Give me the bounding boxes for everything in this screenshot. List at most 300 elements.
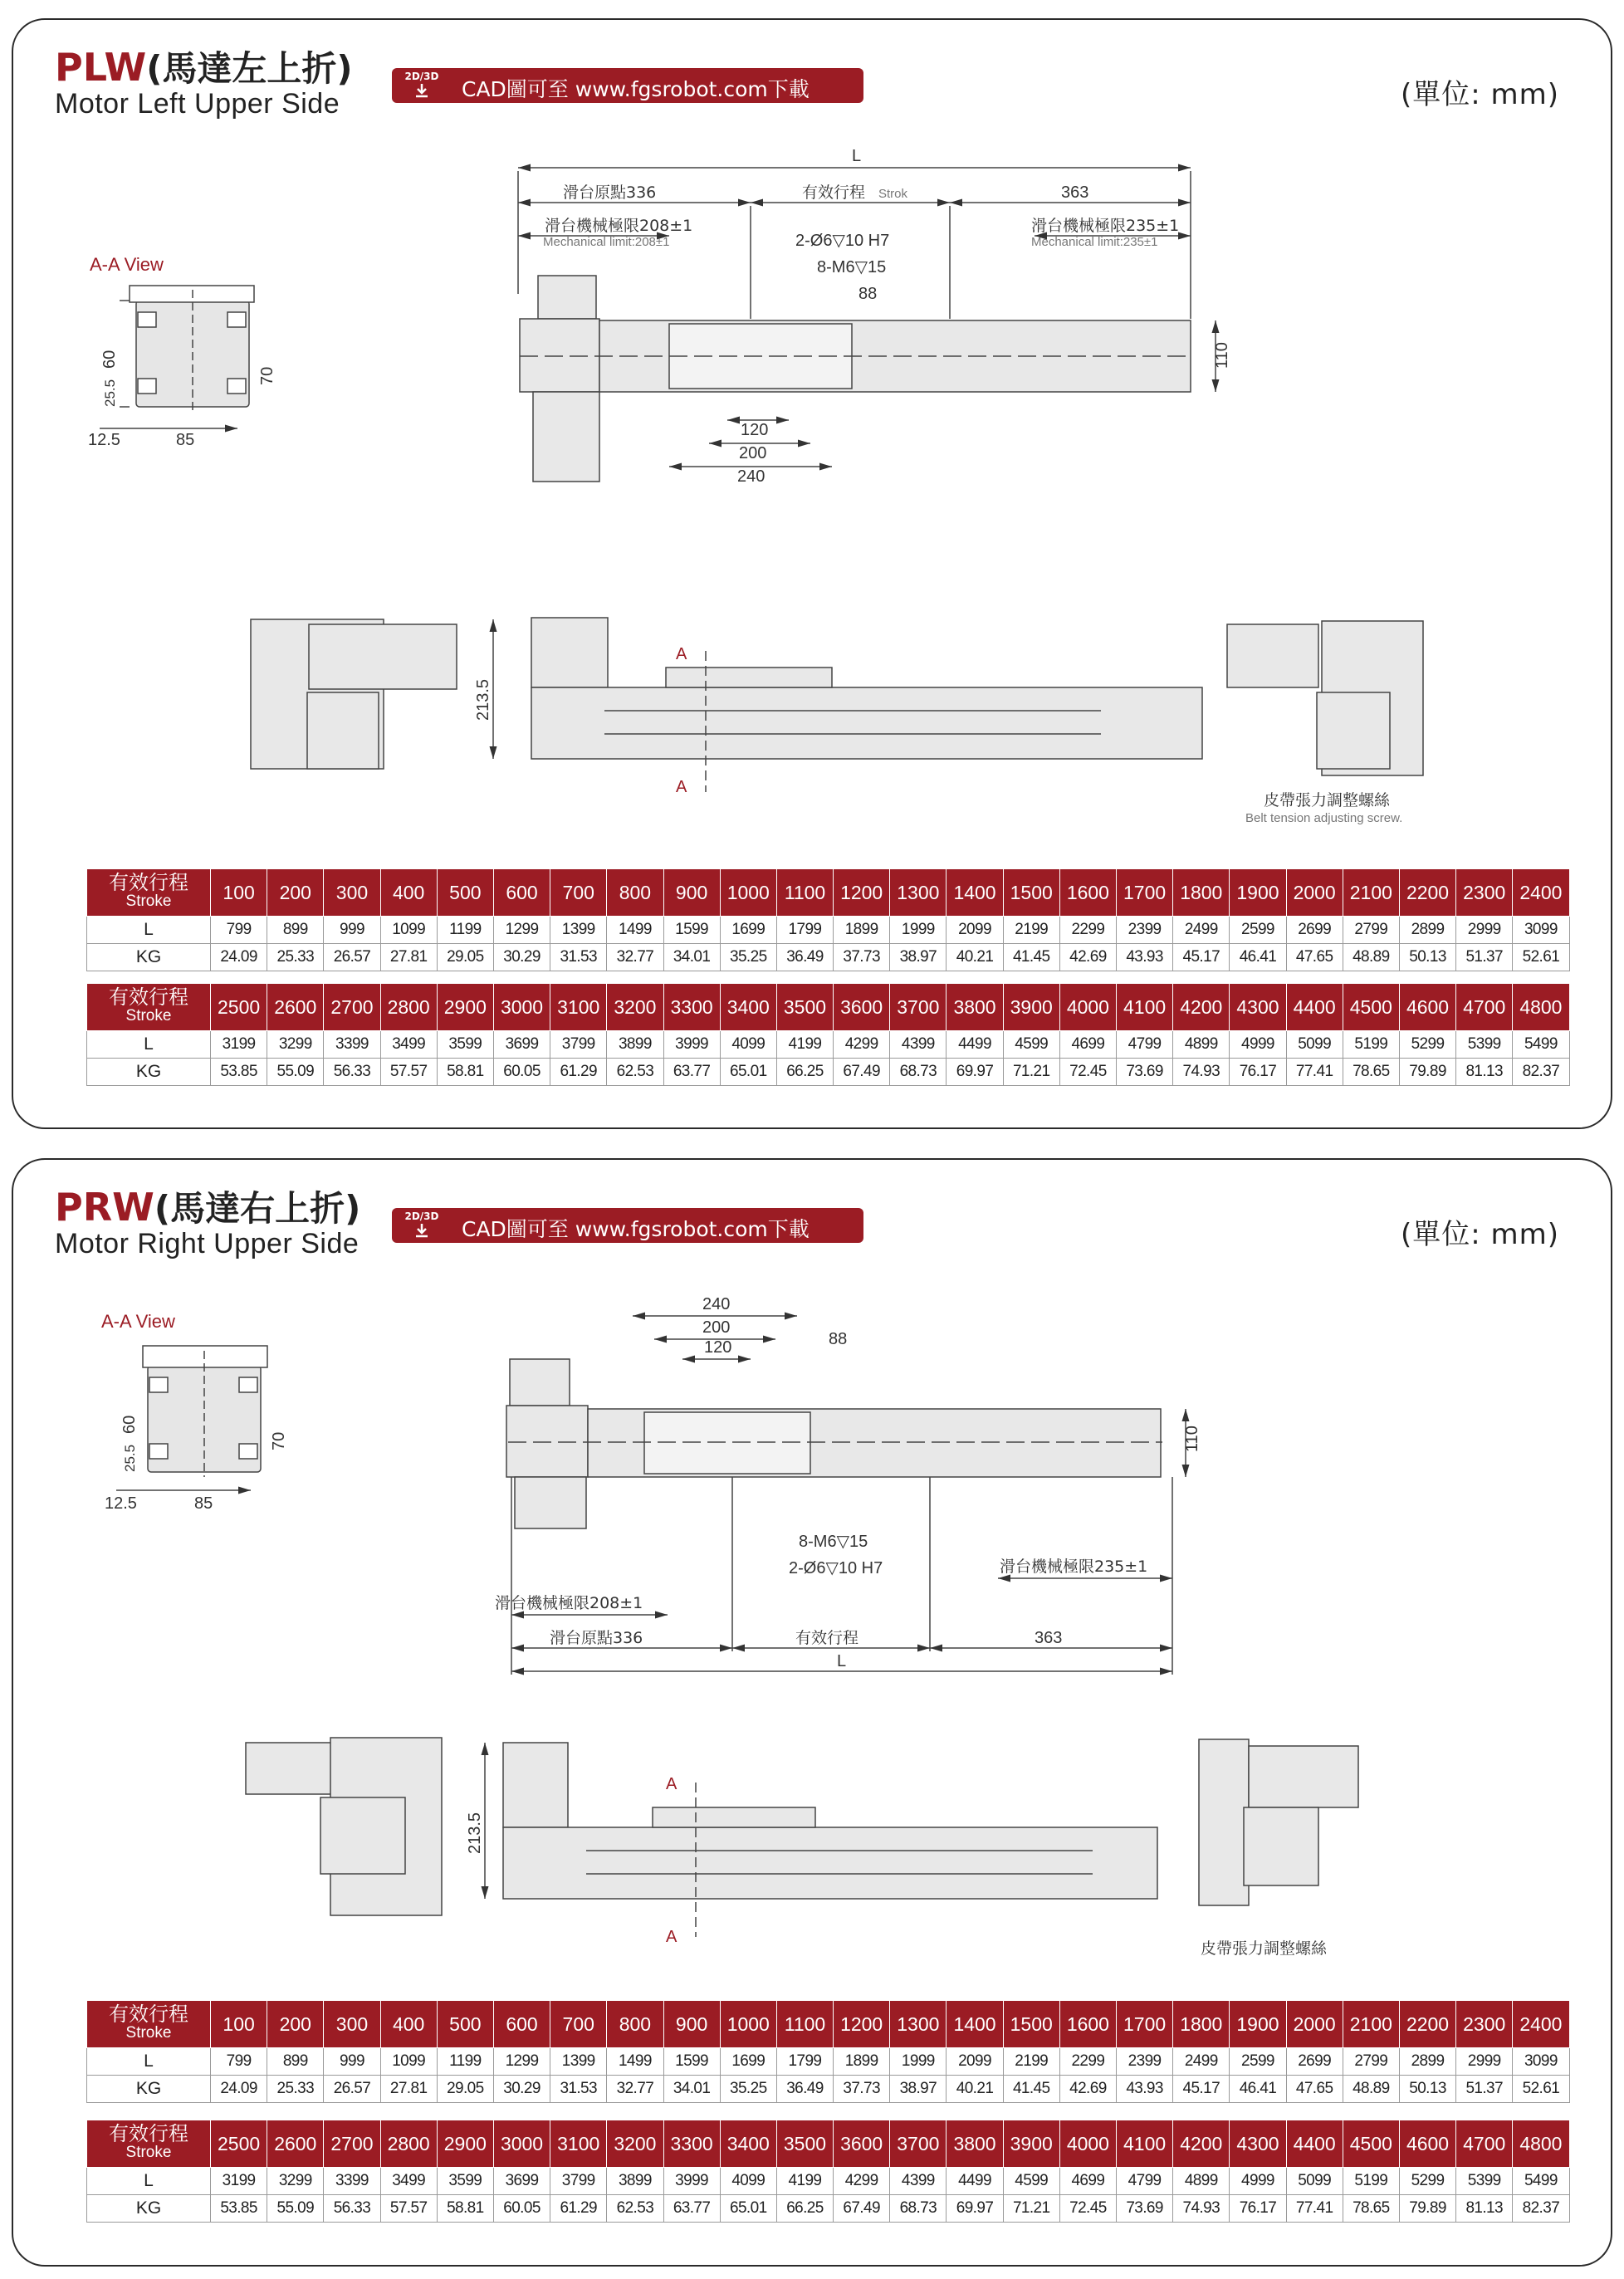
length-value: 3499	[380, 1031, 437, 1059]
model-code: PRW	[55, 1185, 154, 1230]
length-value: 2799	[1343, 917, 1399, 944]
stroke-value: 3300	[663, 2120, 720, 2168]
length-value: 4799	[1117, 1031, 1173, 1059]
length-value: 2899	[1399, 2048, 1455, 2076]
weight-label: KG	[87, 1059, 211, 1086]
section-mark-a-top: A	[666, 1775, 677, 1793]
stroke-value: 1400	[947, 2001, 1003, 2048]
length-value: 2299	[1059, 2048, 1116, 2076]
weight-value: 56.33	[324, 1059, 380, 1086]
weight-value: 31.53	[550, 944, 607, 971]
stroke-value: 3300	[663, 984, 720, 1031]
stroke-value: 2700	[324, 2120, 380, 2168]
length-value: 5399	[1456, 2168, 1513, 2195]
weight-value: 61.29	[550, 2195, 607, 2223]
dim-240: 240	[737, 467, 766, 486]
model-code: PLW	[55, 45, 147, 90]
cad-download-banner[interactable]	[392, 68, 863, 103]
weight-value: 58.81	[437, 1059, 493, 1086]
stroke-value: 4700	[1456, 2120, 1513, 2168]
stroke-value: 3700	[890, 2120, 947, 2168]
stroke-value: 3200	[607, 2120, 663, 2168]
length-value: 2899	[1399, 917, 1455, 944]
aa-dim-60: 60	[120, 1415, 139, 1434]
length-value: 2699	[1286, 917, 1343, 944]
stroke-value: 4100	[1117, 2120, 1173, 2168]
aa-dim-60: 60	[100, 350, 119, 369]
length-value: 4599	[1003, 2168, 1059, 2195]
stroke-value: 200	[267, 2001, 324, 2048]
stroke-value: 4700	[1456, 984, 1513, 1031]
dim-holes: 2-Ø6▽10 H7	[795, 232, 890, 250]
length-value: 799	[211, 917, 267, 944]
plw-drawing	[13, 120, 1611, 966]
weight-value: 55.09	[267, 2195, 324, 2223]
weight-value: 25.33	[267, 944, 324, 971]
length-value: 5199	[1343, 1031, 1399, 1059]
weight-value: 27.81	[380, 2076, 437, 2103]
aa-dim-25-5: 25.5	[102, 379, 118, 407]
length-value: 5299	[1399, 1031, 1455, 1059]
weight-value: 79.89	[1399, 1059, 1455, 1086]
weight-value: 60.05	[493, 2195, 550, 2223]
length-value: 4099	[720, 2168, 776, 2195]
length-value: 1999	[890, 917, 947, 944]
length-label: L	[87, 2048, 211, 2076]
weight-value: 32.77	[607, 2076, 663, 2103]
weight-value: 48.89	[1343, 944, 1399, 971]
model-cn: (馬達右上折)	[154, 1188, 361, 1229]
weight-value: 56.33	[324, 2195, 380, 2223]
weight-value: 35.25	[720, 2076, 776, 2103]
length-value: 899	[267, 917, 324, 944]
length-value: 3899	[607, 1031, 663, 1059]
aa-view-bottom	[101, 1311, 288, 1513]
dim-mech-left: 滑台機械極限208±1	[495, 1594, 643, 1612]
weight-value: 29.05	[437, 2076, 493, 2103]
length-value: 2099	[947, 917, 1003, 944]
weight-value: 76.17	[1230, 2195, 1286, 2223]
dim-stroke-en: Strok	[878, 187, 908, 201]
weight-value: 50.13	[1399, 2076, 1455, 2103]
dim-213-5: 213.5	[466, 1812, 484, 1854]
stroke-value: 1900	[1230, 2001, 1286, 2048]
aa-dim-12-5: 12.5	[105, 1494, 137, 1513]
weight-value: 27.81	[380, 944, 437, 971]
dim-origin: 滑台原點336	[550, 1629, 643, 1647]
length-value: 2199	[1003, 2048, 1059, 2076]
weight-value: 67.49	[834, 2195, 890, 2223]
model-subtitle: Motor Left Upper Side	[55, 88, 340, 120]
aa-view-label: A-A View	[101, 1311, 175, 1332]
length-value: 3799	[550, 1031, 607, 1059]
weight-value: 78.65	[1343, 2195, 1399, 2223]
weight-value: 50.13	[1399, 944, 1455, 971]
dim-mech-right-en: Mechanical limit:235±1	[1031, 235, 1158, 249]
length-value: 1199	[437, 917, 493, 944]
stroke-value: 3600	[834, 2120, 890, 2168]
weight-value: 36.49	[776, 944, 833, 971]
length-value: 4899	[1173, 2168, 1230, 2195]
aa-view-label: A-A View	[90, 254, 164, 275]
weight-value: 68.73	[890, 1059, 947, 1086]
stroke-value: 2300	[1456, 869, 1513, 917]
length-value: 5299	[1399, 2168, 1455, 2195]
weight-value: 71.21	[1003, 2195, 1059, 2223]
stroke-value: 1500	[1003, 2001, 1059, 2048]
weight-value: 52.61	[1513, 2076, 1569, 2103]
stroke-value: 4800	[1513, 984, 1569, 1031]
length-value: 4399	[890, 2168, 947, 2195]
length-row	[87, 917, 1570, 944]
dim-L: L	[837, 1652, 847, 1670]
stroke-value: 1500	[1003, 869, 1059, 917]
weight-value: 57.57	[380, 1059, 437, 1086]
length-value: 3499	[380, 2168, 437, 2195]
stroke-value: 3800	[947, 984, 1003, 1031]
stroke-value: 600	[493, 2001, 550, 2048]
section-header	[55, 1185, 361, 1260]
weight-value: 68.73	[890, 2195, 947, 2223]
length-value: 5499	[1513, 2168, 1569, 2195]
stroke-value: 4100	[1117, 984, 1173, 1031]
stroke-value: 1600	[1059, 2001, 1116, 2048]
weight-value: 32.77	[607, 944, 663, 971]
stroke-value: 100	[211, 869, 267, 917]
dim-mech-left: 滑台機械極限208±1	[545, 217, 693, 235]
stroke-value: 2400	[1513, 2001, 1569, 2048]
stroke-value: 900	[663, 869, 720, 917]
length-value: 1999	[890, 2048, 947, 2076]
stroke-value: 1400	[947, 869, 1003, 917]
stroke-value: 4500	[1343, 2120, 1399, 2168]
aa-dim-85: 85	[194, 1494, 213, 1513]
stroke-value: 2200	[1399, 2001, 1455, 2048]
weight-value: 53.85	[211, 1059, 267, 1086]
stroke-label: 有效行程 Stroke	[87, 2120, 211, 2168]
stroke-value: 900	[663, 2001, 720, 2048]
dim-88: 88	[829, 1330, 848, 1348]
stroke-value: 2900	[437, 2120, 493, 2168]
stroke-value: 3900	[1003, 984, 1059, 1031]
length-value: 1799	[776, 917, 833, 944]
length-value: 4599	[1003, 1031, 1059, 1059]
length-value: 5399	[1456, 1031, 1513, 1059]
stroke-value: 4000	[1059, 984, 1116, 1031]
length-value: 3999	[663, 1031, 720, 1059]
aa-dim-85: 85	[176, 431, 195, 449]
dim-origin: 滑台原點336	[563, 183, 657, 202]
length-value: 4199	[776, 2168, 833, 2195]
weight-value: 63.77	[663, 2195, 720, 2223]
stroke-value: 2900	[437, 984, 493, 1031]
weight-value: 65.01	[720, 1059, 776, 1086]
front-view	[251, 618, 1423, 825]
stroke-value: 800	[607, 2001, 663, 2048]
weight-value: 46.41	[1230, 944, 1286, 971]
length-value: 1799	[776, 2048, 833, 2076]
weight-value: 51.37	[1456, 944, 1513, 971]
stroke-value: 4600	[1399, 984, 1455, 1031]
weight-value: 29.05	[437, 944, 493, 971]
length-value: 1499	[607, 917, 663, 944]
length-value: 4299	[834, 2168, 890, 2195]
weight-value: 81.13	[1456, 2195, 1513, 2223]
stroke-label: 有效行程 Stroke	[87, 2001, 211, 2048]
belt-tension-label: 皮帶張力調整螺絲	[1201, 1939, 1328, 1958]
weight-value: 51.37	[1456, 2076, 1513, 2103]
length-value: 899	[267, 2048, 324, 2076]
weight-value: 81.13	[1456, 1059, 1513, 1086]
dim-110: 110	[1213, 342, 1231, 369]
cad-badge	[404, 71, 440, 100]
prw-drawing	[13, 1259, 1611, 2090]
stroke-label: 有效行程 Stroke	[87, 869, 211, 917]
weight-value: 34.01	[663, 2076, 720, 2103]
length-value: 3399	[324, 2168, 380, 2195]
stroke-value: 4000	[1059, 2120, 1116, 2168]
length-value: 1599	[663, 917, 720, 944]
stroke-value: 3100	[550, 2120, 607, 2168]
dim-120: 120	[741, 421, 769, 439]
stroke-value: 2100	[1343, 2001, 1399, 2048]
stroke-value: 3500	[776, 2120, 833, 2168]
weight-value: 37.73	[834, 2076, 890, 2103]
stroke-value: 1000	[720, 2001, 776, 2048]
stroke-value: 400	[380, 2001, 437, 2048]
dim-stroke-cn: 有效行程	[795, 1629, 859, 1647]
stroke-value: 2400	[1513, 869, 1569, 917]
weight-value: 45.17	[1173, 944, 1230, 971]
dim-88: 88	[858, 285, 878, 303]
weight-row	[87, 1059, 1570, 1086]
dim-taps: 8-M6▽15	[799, 1533, 868, 1551]
length-value: 4499	[947, 1031, 1003, 1059]
aa-dim-70: 70	[270, 1431, 288, 1450]
spec-table-4	[86, 2120, 1570, 2223]
length-value: 3099	[1513, 917, 1569, 944]
stroke-value: 3000	[493, 984, 550, 1031]
length-value: 3699	[493, 1031, 550, 1059]
stroke-value: 600	[493, 869, 550, 917]
weight-label: KG	[87, 2076, 211, 2103]
length-value: 3599	[437, 2168, 493, 2195]
download-arrow-icon	[413, 1223, 430, 1238]
weight-row	[87, 2076, 1570, 2103]
length-value: 2599	[1230, 917, 1286, 944]
stroke-value: 200	[267, 869, 324, 917]
belt-tension-label: 皮帶張力調整螺絲	[1264, 791, 1391, 809]
stroke-value: 1200	[834, 869, 890, 917]
length-value: 4799	[1117, 2168, 1173, 2195]
weight-value: 60.05	[493, 1059, 550, 1086]
weight-value: 47.65	[1286, 944, 1343, 971]
stroke-value: 1600	[1059, 869, 1116, 917]
stroke-value: 1000	[720, 869, 776, 917]
stroke-value: 4400	[1286, 984, 1343, 1031]
weight-value: 69.97	[947, 2195, 1003, 2223]
weight-row	[87, 944, 1570, 971]
weight-value: 57.57	[380, 2195, 437, 2223]
weight-value: 41.45	[1003, 944, 1059, 971]
aa-view-top	[88, 254, 276, 449]
length-value: 799	[211, 2048, 267, 2076]
stroke-value: 400	[380, 869, 437, 917]
weight-value: 40.21	[947, 2076, 1003, 2103]
length-value: 2799	[1343, 2048, 1399, 2076]
dim-L: L	[852, 147, 862, 165]
length-value: 3199	[211, 1031, 267, 1059]
stroke-value: 2600	[267, 2120, 324, 2168]
stroke-value: 2500	[211, 984, 267, 1031]
weight-value: 37.73	[834, 944, 890, 971]
weight-value: 74.93	[1173, 2195, 1230, 2223]
weight-value: 30.29	[493, 944, 550, 971]
stroke-value: 2300	[1456, 2001, 1513, 2048]
length-value: 2399	[1117, 917, 1173, 944]
top-view	[495, 1295, 1201, 1675]
weight-value: 52.61	[1513, 944, 1569, 971]
stroke-label: 有效行程 Stroke	[87, 984, 211, 1031]
weight-value: 62.53	[607, 2195, 663, 2223]
front-view	[246, 1738, 1358, 1958]
weight-value: 67.49	[834, 1059, 890, 1086]
stroke-value: 500	[437, 2001, 493, 2048]
weight-value: 63.77	[663, 1059, 720, 1086]
model-title	[55, 1185, 361, 1230]
length-value: 2599	[1230, 2048, 1286, 2076]
length-value: 1399	[550, 917, 607, 944]
stroke-value: 2200	[1399, 869, 1455, 917]
length-value: 4299	[834, 1031, 890, 1059]
stroke-value: 300	[324, 869, 380, 917]
stroke-value: 3000	[493, 2120, 550, 2168]
length-value: 4499	[947, 2168, 1003, 2195]
cad-badge	[404, 1211, 440, 1240]
stroke-value: 4600	[1399, 2120, 1455, 2168]
stroke-value: 4300	[1230, 984, 1286, 1031]
length-value: 3799	[550, 2168, 607, 2195]
stroke-value: 500	[437, 869, 493, 917]
section-mark-a-bottom: A	[666, 1928, 677, 1946]
stroke-value: 3200	[607, 984, 663, 1031]
length-value: 3699	[493, 2168, 550, 2195]
length-label: L	[87, 1031, 211, 1059]
length-value: 3999	[663, 2168, 720, 2195]
weight-value: 77.41	[1286, 2195, 1343, 2223]
dim-holes: 2-Ø6▽10 H7	[789, 1559, 883, 1577]
length-value: 1099	[380, 917, 437, 944]
stroke-value: 800	[607, 869, 663, 917]
length-value: 1899	[834, 2048, 890, 2076]
length-value: 1199	[437, 2048, 493, 2076]
stroke-value: 1800	[1173, 869, 1230, 917]
weight-value: 26.57	[324, 944, 380, 971]
weight-value: 76.17	[1230, 1059, 1286, 1086]
stroke-value: 4500	[1343, 984, 1399, 1031]
dim-363: 363	[1035, 1629, 1063, 1647]
unit-label: (單位: mm)	[1400, 78, 1559, 111]
length-value: 1299	[493, 917, 550, 944]
stroke-value: 300	[324, 2001, 380, 2048]
length-value: 999	[324, 2048, 380, 2076]
weight-value: 72.45	[1059, 2195, 1116, 2223]
model-subtitle: Motor Right Upper Side	[55, 1228, 360, 1259]
stroke-value: 1700	[1117, 869, 1173, 917]
length-value: 3599	[437, 1031, 493, 1059]
section-plw	[12, 18, 1612, 1129]
weight-value: 53.85	[211, 2195, 267, 2223]
stroke-value: 3500	[776, 984, 833, 1031]
stroke-value: 1700	[1117, 2001, 1173, 2048]
weight-value: 43.93	[1117, 2076, 1173, 2103]
aa-dim-70: 70	[258, 366, 276, 385]
weight-value: 43.93	[1117, 944, 1173, 971]
length-value: 1699	[720, 917, 776, 944]
stroke-value: 1300	[890, 2001, 947, 2048]
dim-363: 363	[1061, 183, 1089, 202]
length-value: 3399	[324, 1031, 380, 1059]
stroke-row	[87, 869, 1570, 917]
length-value: 1899	[834, 917, 890, 944]
cad-download-banner[interactable]	[392, 1208, 863, 1243]
stroke-value: 1100	[776, 2001, 833, 2048]
stroke-value: 3600	[834, 984, 890, 1031]
weight-value: 82.37	[1513, 2195, 1569, 2223]
stroke-value: 2800	[380, 984, 437, 1031]
aa-dim-12-5: 12.5	[88, 431, 120, 449]
weight-value: 77.41	[1286, 1059, 1343, 1086]
stroke-value: 3400	[720, 984, 776, 1031]
length-value: 5199	[1343, 2168, 1399, 2195]
dim-200: 200	[739, 444, 767, 462]
length-value: 4899	[1173, 1031, 1230, 1059]
dim-mech-right: 滑台機械極限235±1	[1031, 217, 1180, 235]
dim-240: 240	[702, 1295, 731, 1313]
download-arrow-icon	[413, 83, 430, 98]
length-value: 5499	[1513, 1031, 1569, 1059]
weight-value: 69.97	[947, 1059, 1003, 1086]
length-row	[87, 2168, 1570, 2195]
length-label: L	[87, 917, 211, 944]
weight-value: 24.09	[211, 944, 267, 971]
dim-120: 120	[704, 1338, 732, 1357]
cad-download-text: CAD圖可至 www.fgsrobot.com下載	[462, 77, 810, 101]
model-title	[55, 45, 353, 90]
section-header	[55, 45, 353, 120]
stroke-value: 4200	[1173, 2120, 1230, 2168]
stroke-value: 2500	[211, 2120, 267, 2168]
weight-value: 65.01	[720, 2195, 776, 2223]
length-value: 4699	[1059, 1031, 1116, 1059]
length-value: 2099	[947, 2048, 1003, 2076]
length-value: 5099	[1286, 2168, 1343, 2195]
weight-value: 30.29	[493, 2076, 550, 2103]
weight-value: 45.17	[1173, 2076, 1230, 2103]
stroke-value: 2000	[1286, 2001, 1343, 2048]
length-row	[87, 2048, 1570, 2076]
stroke-value: 3100	[550, 984, 607, 1031]
stroke-row	[87, 2120, 1570, 2168]
stroke-value: 3800	[947, 2120, 1003, 2168]
length-value: 4399	[890, 1031, 947, 1059]
length-value: 5099	[1286, 1031, 1343, 1059]
weight-value: 66.25	[776, 1059, 833, 1086]
dim-213-5: 213.5	[474, 678, 492, 721]
length-value: 2399	[1117, 2048, 1173, 2076]
stroke-value: 2700	[324, 984, 380, 1031]
stroke-value: 1800	[1173, 2001, 1230, 2048]
